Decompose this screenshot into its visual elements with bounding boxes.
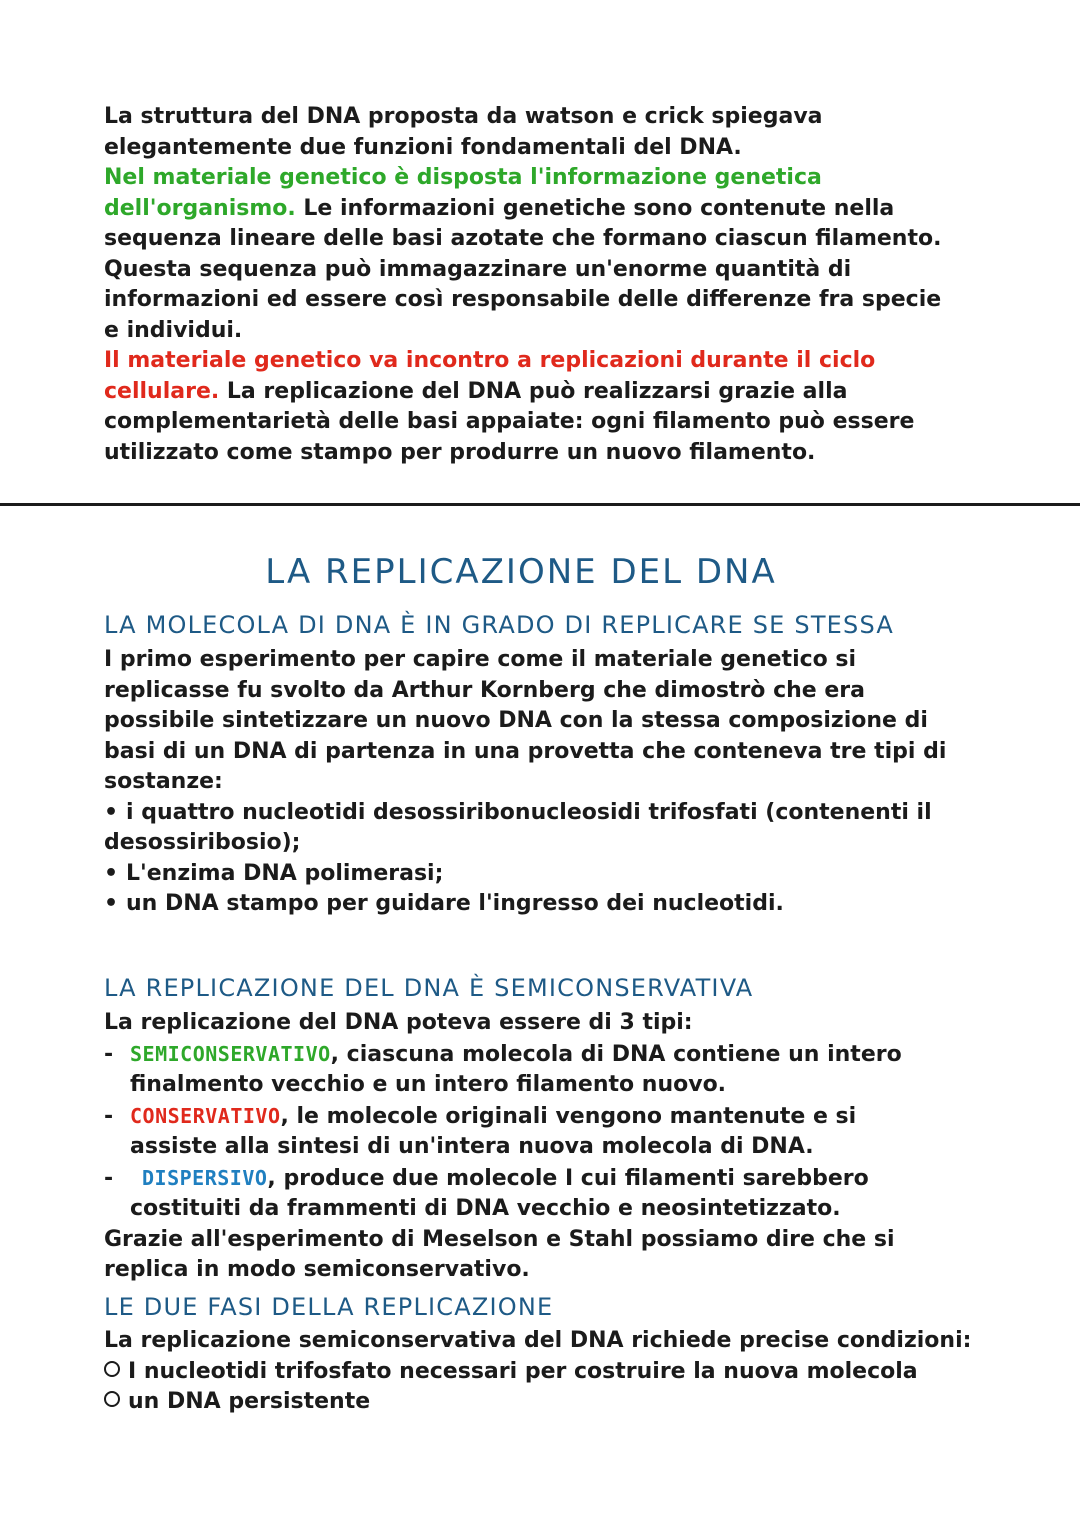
list-item: - SEMICONSERVATIVO, ciascuna molecola di DNA contiene un intero bbox=[104, 1039, 1020, 1071]
section2-body bbox=[104, 1008, 1020, 1286]
text-fragment: La replicazione del DNA può realizzarsi grazie alla bbox=[219, 378, 848, 404]
text-fragment: Le informazioni genetiche sono contenute nella bbox=[295, 195, 895, 221]
text-line: desossiribosio); bbox=[104, 830, 301, 855]
text-line: Questa sequenza può immagazzinare un'enorme quantità di bbox=[104, 256, 852, 282]
text-line: utilizzato come stampo per produrre un nuovo filamento. bbox=[104, 439, 816, 465]
bullet-icon: • bbox=[104, 799, 119, 825]
list-item: I nucleotidi trifosfato necessari per costruire la nuova molecola bbox=[104, 1357, 1020, 1388]
text-line: replicasse fu svolto da Arthur Kornberg che dimostrò che era bbox=[104, 677, 865, 703]
text-line: assiste alla sintesi di un'intera nuova molecola di DNA. bbox=[130, 1134, 814, 1159]
text-line: elegantemente due funzioni fondamentali del DNA. bbox=[104, 134, 742, 160]
page-title: LA REPLICAZIONE DEL DNA bbox=[265, 552, 777, 592]
circle-bullet-icon bbox=[104, 1391, 120, 1407]
keyword-conservativo: CONSERVATIVO bbox=[130, 1103, 281, 1128]
dash-icon: - bbox=[104, 1041, 114, 1067]
list-item: • L'enzima DNA polimerasi; bbox=[104, 859, 1020, 890]
section-heading: LE DUE FASI DELLA REPLICAZIONE bbox=[104, 1293, 554, 1321]
dash-icon: - bbox=[104, 1165, 114, 1191]
section-divider bbox=[0, 503, 1080, 506]
text-line: La replicazione del DNA poteva essere di 3 tipi: bbox=[104, 1010, 693, 1035]
section-heading: LA MOLECOLA DI DNA È IN GRADO DI REPLICARE SE STESSA bbox=[104, 611, 894, 639]
keyword-semiconservativo: SEMICONSERVATIVO bbox=[130, 1041, 331, 1066]
list-item: - CONSERVATIVO, le molecole originali vengono mantenute e si bbox=[104, 1101, 1020, 1133]
text-line: basi di un DNA di partenza in una provetta che conteneva tre tipi di bbox=[104, 738, 947, 764]
highlight-green: Nel materiale genetico è disposta l'informazione genetica bbox=[104, 165, 822, 190]
list-item: • un DNA stampo per guidare l'ingresso dei nucleotidi. bbox=[104, 889, 1020, 920]
text-line: e individui. bbox=[104, 317, 243, 343]
text-line: La replicazione semiconservativa del DNA richiede precise condizioni: bbox=[104, 1328, 972, 1353]
bullet-icon: • bbox=[104, 891, 119, 916]
highlight-red: Il materiale genetico va incontro a replicazioni durante il ciclo bbox=[104, 348, 876, 373]
highlight-green: dell'organismo. bbox=[104, 195, 296, 221]
circle-bullet-icon bbox=[104, 1361, 120, 1377]
text-line: possibile sintetizzare un nuovo DNA con la stessa composizione di bbox=[104, 708, 928, 733]
section1-body bbox=[104, 645, 1020, 920]
list-item: un DNA persistente bbox=[104, 1387, 1020, 1418]
keyword-dispersivo: DISPERSIVO bbox=[142, 1165, 268, 1190]
dash-icon: - bbox=[104, 1103, 114, 1129]
section3-body bbox=[104, 1326, 1020, 1418]
list-item: - DISPERSIVO, produce due molecole I cui filamenti sarebbero bbox=[104, 1163, 1020, 1195]
text-line: complementarietà delle basi appaiate: ogni filamento può essere bbox=[104, 409, 915, 434]
text-line: informazioni ed essere così responsabile delle differenze fra specie bbox=[104, 287, 942, 312]
text-line: I primo esperimento per capire come il materiale genetico si bbox=[104, 647, 857, 672]
text-line: La struttura del DNA proposta da watson e crick spiegava bbox=[104, 104, 823, 129]
text-line: finalmento vecchio e un intero filamento nuovo. bbox=[130, 1072, 727, 1097]
text-line: sostanze: bbox=[104, 769, 223, 794]
text-line: sequenza lineare delle basi azotate che formano ciascun filamento. bbox=[104, 226, 942, 251]
text-line: costituiti da frammenti di DNA vecchio e neosintetizzato. bbox=[130, 1196, 841, 1221]
text-line: replica in modo semiconservativo. bbox=[104, 1257, 530, 1282]
intro-paragraph bbox=[104, 102, 1020, 468]
bullet-icon: • bbox=[104, 860, 119, 886]
section-heading: LA REPLICAZIONE DEL DNA È SEMICONSERVATIVA bbox=[104, 974, 754, 1002]
list-item: • i quattro nucleotidi desossiribonucleosidi trifosfati (contenenti il bbox=[104, 798, 1020, 829]
highlight-red: cellulare. bbox=[104, 378, 220, 404]
text-line: Grazie all'esperimento di Meselson e Stahl possiamo dire che si bbox=[104, 1226, 895, 1252]
